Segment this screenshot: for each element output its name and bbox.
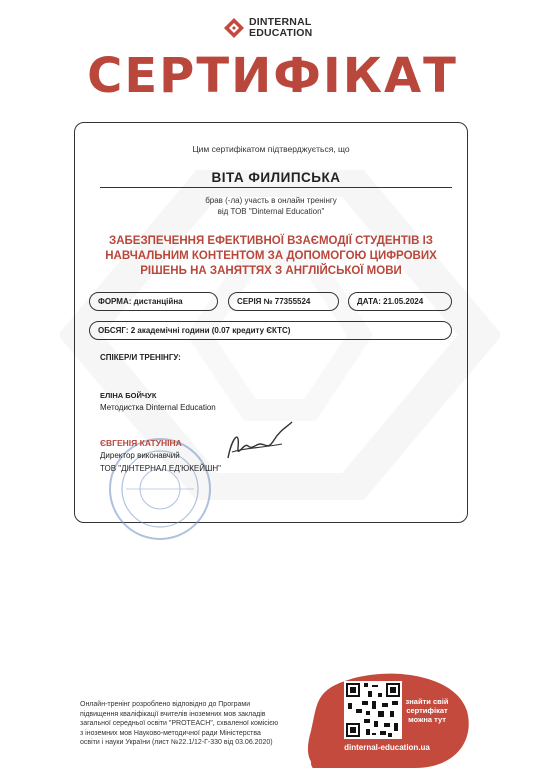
speaker-heading: СПІКЕР/И ТРЕНІНГУ: <box>100 353 181 362</box>
speaker-role: Методистка Dinternal Education <box>100 403 216 412</box>
logo-line-1: DINTERNAL <box>249 16 312 28</box>
confirmation-text: Цим сертифікатом підтверджується, що <box>192 144 350 154</box>
find-line-3: можна тут <box>408 715 446 724</box>
course-title-line-2: НАВЧАЛЬНИМ КОНТЕНТОМ ЗА ДОПОМОГОЮ ЦИФРОВИХ <box>105 250 437 262</box>
volume-field: ОБСЯГ: 2 академічні години (0.07 кредиту ЄКТС) <box>89 321 452 340</box>
dinternal-logo-icon <box>223 17 245 39</box>
recipient-name: ВІТА ФИЛИПСЬКА <box>211 170 341 185</box>
participation-line-2: від ТОВ "Dinternal Education" <box>217 207 325 216</box>
date-field: ДАТА: 21.05.2024 <box>348 292 452 311</box>
signature-icon <box>222 418 294 470</box>
website-link[interactable]: dinternal-education.ua <box>344 743 430 752</box>
footer-note-line-4: з іноземних мов Науково-методичної ради Міністерства <box>80 729 261 737</box>
footer-note <box>80 700 308 748</box>
name-underline <box>100 187 452 188</box>
footer-note-line-3: загальної середньої освіти "PROTEACH", схваленої комісією <box>80 720 279 727</box>
brand-logo <box>223 17 312 39</box>
director-company: ТОВ "ДІНТЕРНАЛ ЕД'ЮКЕЙШН" <box>100 464 221 473</box>
certificate-title: СЕРТИФІКАТ <box>87 48 458 104</box>
qr-code-icon[interactable] <box>344 681 402 739</box>
course-title-line-1: ЗАБЕЗПЕЧЕННЯ ЕФЕКТИВНОЇ ВЗАЄМОДІЇ СТУДЕНТІВ ІЗ <box>109 235 433 247</box>
footer-note-line-1: Онлайн-тренінг розроблено відповідно до Програми <box>80 701 251 708</box>
footer-note-line-2: підвищення кваліфікації вчителів іноземних мов закладів <box>80 710 266 718</box>
find-certificate-text <box>404 697 450 724</box>
course-title <box>96 234 446 279</box>
find-line-1: знайти свій <box>405 697 449 706</box>
find-line-2: сертифікат <box>406 706 448 715</box>
speaker-name: ЕЛІНА БОЙЧУК <box>100 391 157 400</box>
director-name: ЄВГЕНІЯ КАТУНІНА <box>100 438 182 448</box>
course-title-line-3: РІШЕНЬ НА ЗАНЯТТЯХ З АНГЛІЙСЬКОЇ МОВИ <box>140 265 402 277</box>
series-field: СЕРІЯ № 77355524 <box>228 292 339 311</box>
logo-line-2: EDUCATION <box>249 27 313 39</box>
footer-note-line-5: освіти і науки України (лист №22.1/12-Г-330 від 03.06.2020) <box>80 739 273 746</box>
participation-line-1: брав (-ла) участь в онлайн тренінгу <box>205 196 337 205</box>
participation-text <box>74 195 468 217</box>
director-role: Директор виконавчий <box>100 451 180 460</box>
form-field: ФОРМА: дистанційна <box>89 292 218 311</box>
